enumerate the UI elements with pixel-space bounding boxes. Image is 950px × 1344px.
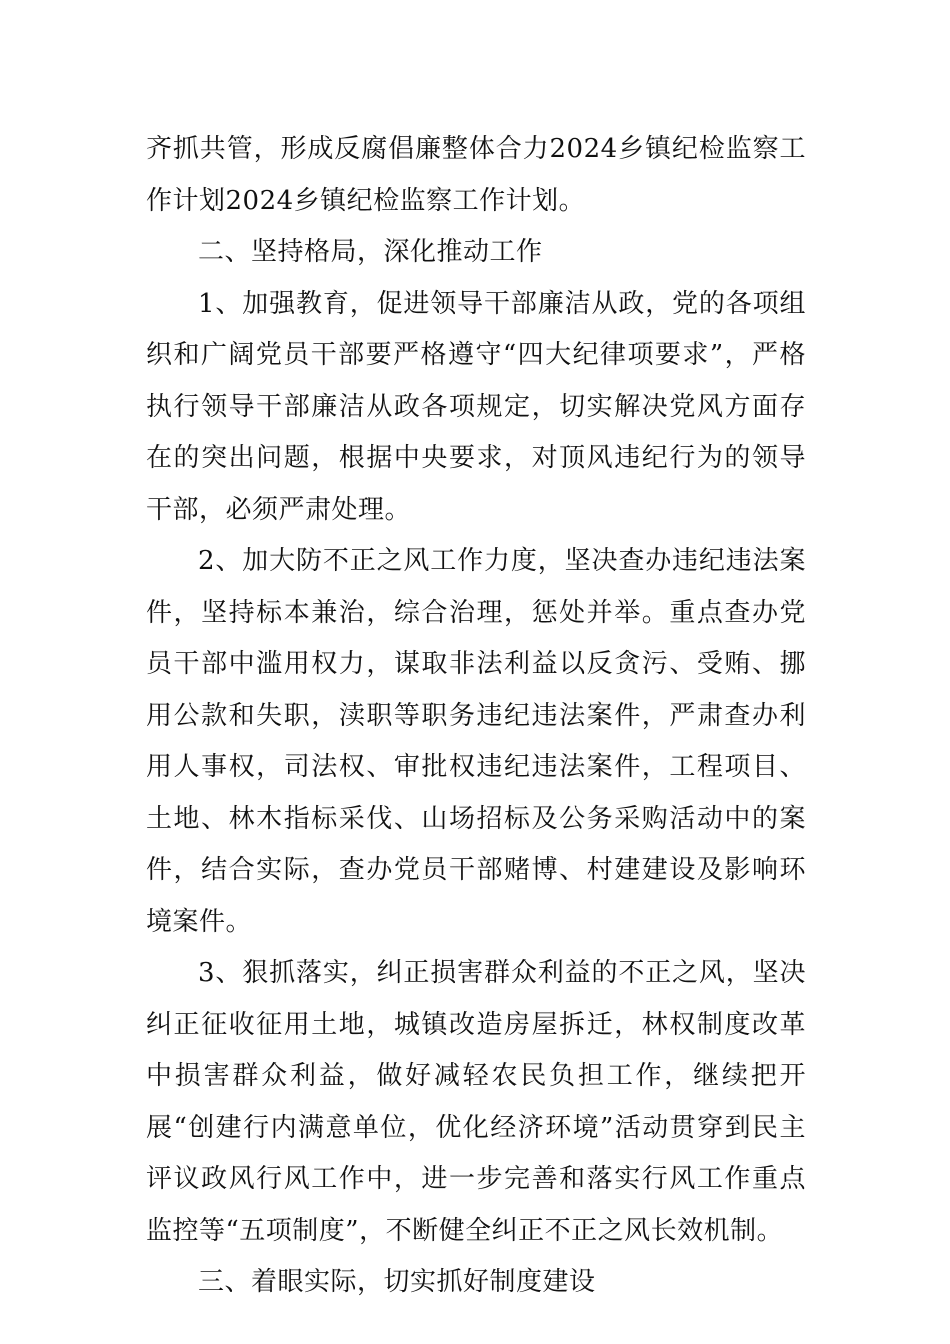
paragraph-item-2: 2、加大防不正之风工作力度，坚决查办违纪违法案件，坚持标本兼治，综合治理，惩处并举。重点查办党员干部中滥用权力，谋取非法利益以反贪污、受贿、挪用公款和失职，渎职等职务违纪违法案件，严肃查办利用人事权，司法权、审批权违纪违法案件，工程项目、土地、林木指标采伐、山场招标及公务采购活动中的案件，结合实际，查办党员干部赌博、村建建设及影响环境案件。 bbox=[146, 546, 806, 937]
paragraph-item-3: 3、狠抓落实，纠正损害群众利益的不正之风，坚决纠正征收征用土地，城镇改造房屋拆迁，林权制度改革中损害群众利益，做好减轻农民负担工作，继续把开展“创建行内满意单位，优化经济环境”活动贯穿到民主评议政风行风工作中，进一步完善和落实行风工作重点监控等“五项制度”，不断健全纠正不正之风长效机制。 bbox=[146, 958, 806, 1246]
paragraph-item-1: 1、加强教育，促进领导干部廉洁从政，党的各项组织和广阔党员干部要严格遵守“四大纪律项要求”，严格执行领导干部廉洁从政各项规定，切实解决党风方面存在的突出问题，根据中央要求，对顶风违纪行为的领导干部，必须严肃处理。 bbox=[146, 288, 806, 525]
paragraph-continuation: 齐抓共管，形成反腐倡廉整体合力2024乡镇纪检监察工作计划2024乡镇纪检监察工作计划。 bbox=[146, 134, 806, 216]
section-heading-two: 二、坚持格局，深化推动工作 bbox=[198, 237, 543, 267]
document-body bbox=[146, 124, 806, 1309]
section-heading-three: 三、着眼实际，切实抓好制度建设 bbox=[198, 1267, 596, 1297]
